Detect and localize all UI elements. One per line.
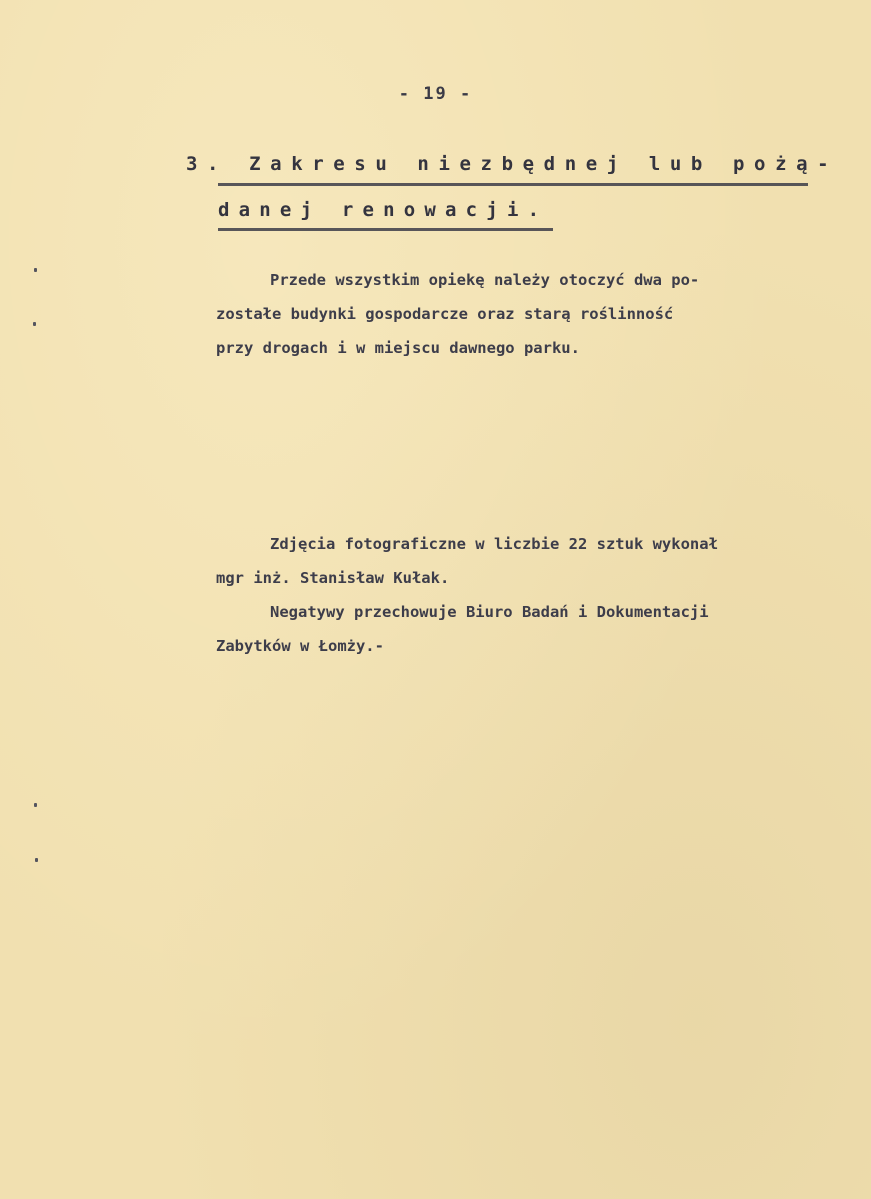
paragraph-line: zostałe budynki gospodarcze oraz starą roślinność <box>216 305 674 323</box>
paragraph-line: Negatywy przechowuje Biuro Badań i Dokumentacji <box>270 603 709 621</box>
heading-underline-1 <box>218 183 808 186</box>
paragraph-line: przy drogach i w miejscu dawnego parku. <box>216 339 580 357</box>
heading-underline-2 <box>218 228 553 231</box>
binding-hole-mark <box>35 858 38 862</box>
paragraph-photo-documentation <box>216 527 816 663</box>
binding-hole-mark <box>34 803 37 807</box>
paragraph-line: Zabytków w Łomży.- <box>216 637 384 655</box>
binding-hole-mark <box>33 322 36 326</box>
section-heading-line-2: danej renowacji. <box>218 199 549 221</box>
page-number: - 19 - <box>398 84 473 104</box>
paragraph-line: Przede wszystkim opiekę należy otoczyć dwa po- <box>270 271 700 289</box>
paragraph-renovation-scope <box>216 263 816 365</box>
section-heading-line-1: 3. Zakresu niezbędnej lub pożą- <box>186 153 839 175</box>
paragraph-line: mgr inż. Stanisław Kułak. <box>216 569 450 587</box>
paragraph-line: Zdjęcia fotograficzne w liczbie 22 sztuk wykonał <box>270 535 718 553</box>
binding-hole-mark <box>34 268 37 272</box>
